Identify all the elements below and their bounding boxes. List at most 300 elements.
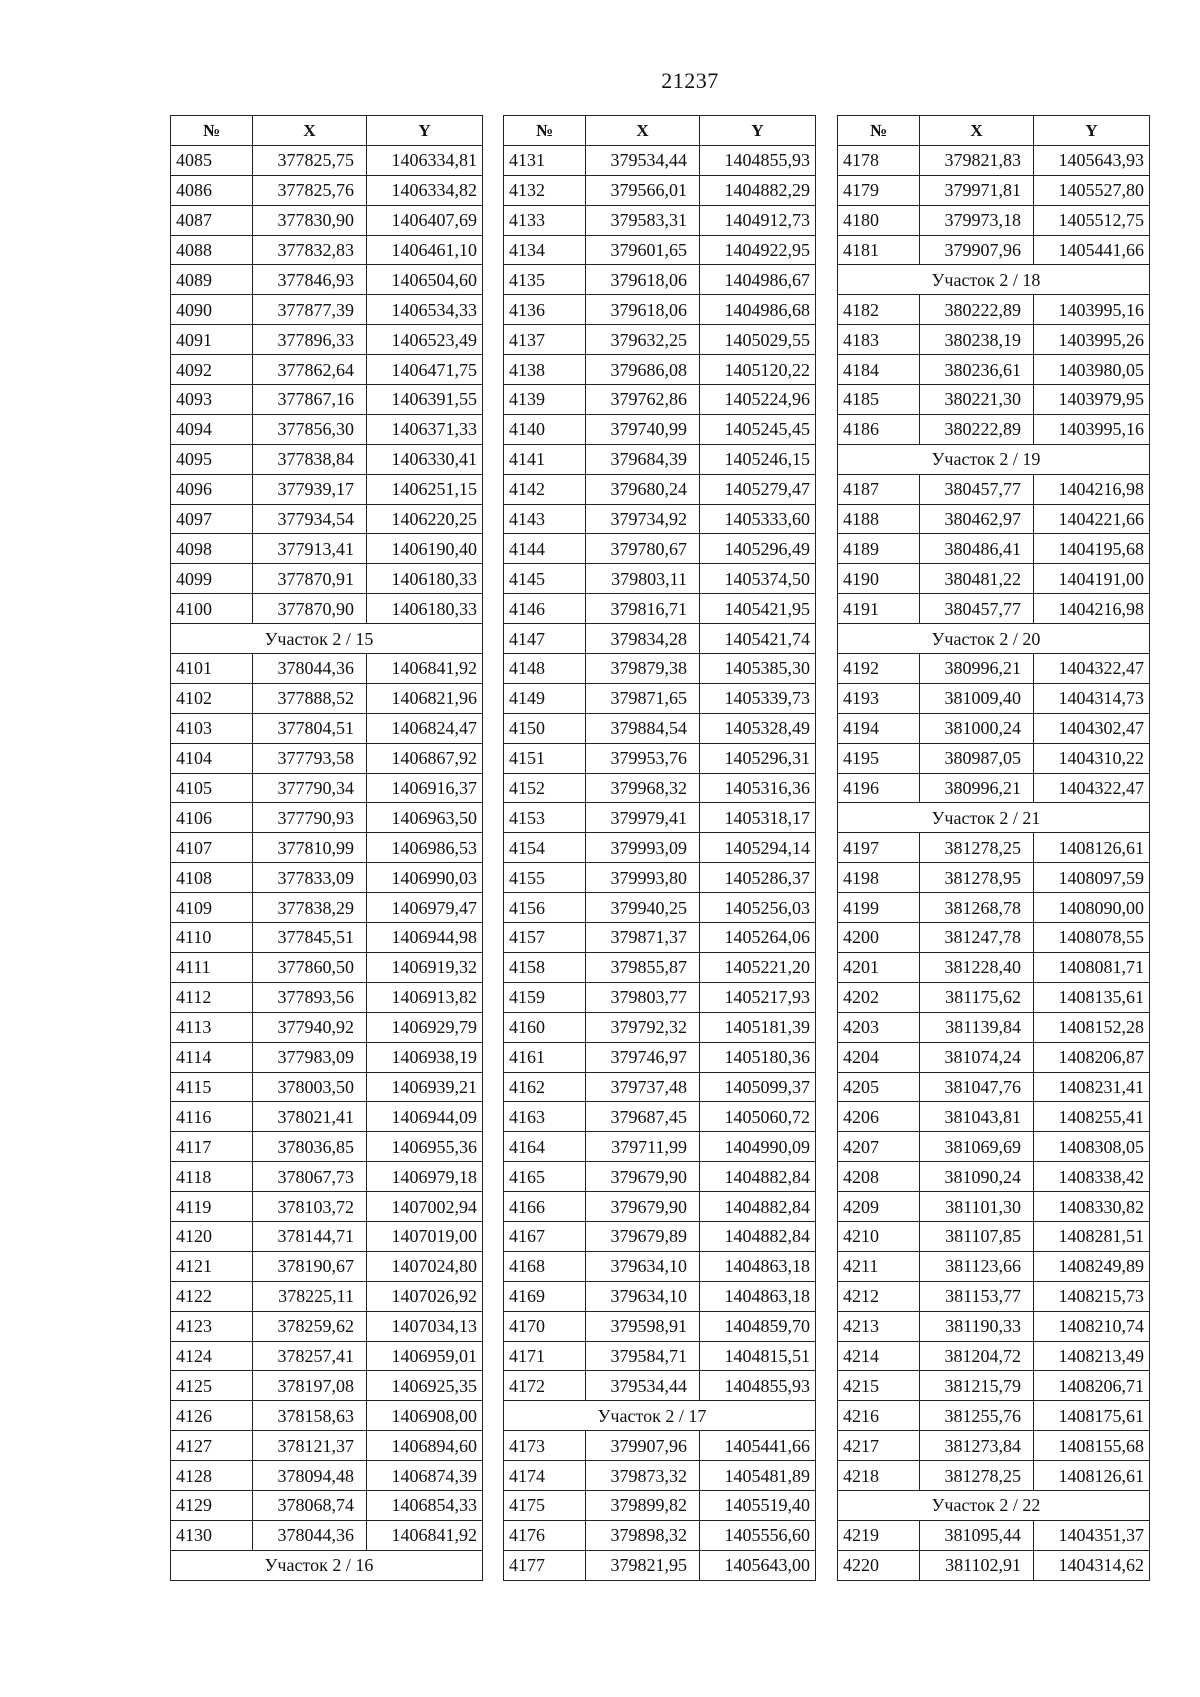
y-coordinate: 1404221,66	[1034, 504, 1150, 534]
y-coordinate: 1404195,68	[1034, 534, 1150, 564]
y-coordinate: 1406504,60	[367, 265, 483, 295]
point-number: 4166	[504, 1192, 586, 1222]
point-number: 4212	[838, 1281, 920, 1311]
y-coordinate: 1408215,73	[1034, 1281, 1150, 1311]
x-coordinate: 377860,50	[253, 952, 367, 982]
x-coordinate: 378036,85	[253, 1132, 367, 1162]
point-number: 4094	[171, 414, 253, 444]
table-row	[838, 654, 1150, 684]
point-number: 4086	[171, 175, 253, 205]
x-coordinate: 379907,96	[920, 235, 1034, 265]
point-number: 4131	[504, 145, 586, 175]
point-number: 4155	[504, 863, 586, 893]
table-row	[504, 205, 816, 235]
x-coordinate: 379634,10	[586, 1281, 700, 1311]
y-coordinate: 1403995,16	[1034, 414, 1150, 444]
point-number: 4122	[171, 1281, 253, 1311]
y-coordinate: 1406841,92	[367, 654, 483, 684]
point-number: 4202	[838, 982, 920, 1012]
point-number: 4204	[838, 1042, 920, 1072]
x-coordinate: 377810,99	[253, 833, 367, 863]
y-coordinate: 1406944,09	[367, 1102, 483, 1132]
point-number: 4164	[504, 1132, 586, 1162]
y-coordinate: 1406925,35	[367, 1371, 483, 1401]
y-coordinate: 1406919,32	[367, 952, 483, 982]
point-number: 4209	[838, 1192, 920, 1222]
x-coordinate: 377934,54	[253, 504, 367, 534]
table-row	[504, 385, 816, 415]
x-coordinate: 379879,38	[586, 654, 700, 684]
table-row	[838, 1401, 1150, 1431]
point-number: 4091	[171, 325, 253, 355]
y-coordinate: 1408175,61	[1034, 1401, 1150, 1431]
point-number: 4173	[504, 1431, 586, 1461]
table-row	[504, 474, 816, 504]
table-row	[171, 833, 483, 863]
x-coordinate: 381190,33	[920, 1311, 1034, 1341]
x-coordinate: 377893,56	[253, 982, 367, 1012]
x-coordinate: 381153,77	[920, 1281, 1034, 1311]
y-coordinate: 1406371,33	[367, 414, 483, 444]
y-coordinate: 1406824,47	[367, 713, 483, 743]
table-row	[171, 1162, 483, 1192]
table-row	[504, 1341, 816, 1371]
table-row	[504, 803, 816, 833]
y-coordinate: 1408281,51	[1034, 1221, 1150, 1251]
x-coordinate: 377833,09	[253, 863, 367, 893]
point-number: 4171	[504, 1341, 586, 1371]
x-coordinate: 379898,32	[586, 1520, 700, 1550]
coordinates-table-1	[170, 115, 483, 1581]
point-number: 4184	[838, 355, 920, 385]
table-row	[838, 1550, 1150, 1580]
point-number: 4139	[504, 385, 586, 415]
table-row	[171, 534, 483, 564]
y-coordinate: 1405217,93	[700, 982, 816, 1012]
y-coordinate: 1404863,18	[700, 1251, 816, 1281]
table-row	[171, 1102, 483, 1132]
x-coordinate: 377940,92	[253, 1012, 367, 1042]
x-coordinate: 379584,71	[586, 1341, 700, 1371]
table-row	[838, 1371, 1150, 1401]
x-coordinate: 379971,81	[920, 175, 1034, 205]
point-number: 4101	[171, 654, 253, 684]
table-row	[171, 1072, 483, 1102]
table-row	[838, 1281, 1150, 1311]
table-row	[171, 1401, 483, 1431]
point-number: 4178	[838, 145, 920, 175]
x-coordinate: 381101,30	[920, 1192, 1034, 1222]
y-coordinate: 1408126,61	[1034, 1461, 1150, 1491]
x-coordinate: 378044,36	[253, 1520, 367, 1550]
point-number: 4199	[838, 893, 920, 923]
y-coordinate: 1404314,73	[1034, 683, 1150, 713]
y-coordinate: 1404922,95	[700, 235, 816, 265]
point-number: 4191	[838, 594, 920, 624]
x-coordinate: 377877,39	[253, 295, 367, 325]
point-number: 4127	[171, 1431, 253, 1461]
table-row	[504, 1162, 816, 1192]
y-coordinate: 1408155,68	[1034, 1431, 1150, 1461]
table-row	[171, 1042, 483, 1072]
y-coordinate: 1406180,33	[367, 594, 483, 624]
x-coordinate: 379803,77	[586, 982, 700, 1012]
x-coordinate: 378021,41	[253, 1102, 367, 1132]
point-number: 4143	[504, 504, 586, 534]
x-coordinate: 377983,09	[253, 1042, 367, 1072]
y-coordinate: 1405385,30	[700, 654, 816, 684]
x-coordinate: 379740,99	[586, 414, 700, 444]
y-coordinate: 1406461,10	[367, 235, 483, 265]
table-row	[171, 863, 483, 893]
table-row	[838, 1520, 1150, 1550]
y-coordinate: 1405256,03	[700, 893, 816, 923]
table-row	[171, 683, 483, 713]
header-number: №	[838, 116, 920, 146]
point-number: 4103	[171, 713, 253, 743]
point-number: 4113	[171, 1012, 253, 1042]
y-coordinate: 1406391,55	[367, 385, 483, 415]
section-row	[171, 1550, 483, 1580]
x-coordinate: 379968,32	[586, 773, 700, 803]
x-coordinate: 379884,54	[586, 713, 700, 743]
table-row	[838, 235, 1150, 265]
y-coordinate: 1405224,96	[700, 385, 816, 415]
section-title: Участок 2 / 15	[171, 624, 483, 654]
table-row	[838, 773, 1150, 803]
y-coordinate: 1406986,53	[367, 833, 483, 863]
point-number: 4133	[504, 205, 586, 235]
table-row	[838, 325, 1150, 355]
point-number: 4189	[838, 534, 920, 564]
y-coordinate: 1407019,00	[367, 1221, 483, 1251]
table-row	[838, 474, 1150, 504]
x-coordinate: 377832,83	[253, 235, 367, 265]
point-number: 4110	[171, 923, 253, 953]
x-coordinate: 379566,01	[586, 175, 700, 205]
point-number: 4192	[838, 654, 920, 684]
section-row	[838, 444, 1150, 474]
y-coordinate: 1406334,81	[367, 145, 483, 175]
y-coordinate: 1405441,66	[1034, 235, 1150, 265]
x-coordinate: 380222,89	[920, 295, 1034, 325]
x-coordinate: 379953,76	[586, 743, 700, 773]
point-number: 4102	[171, 683, 253, 713]
point-number: 4197	[838, 833, 920, 863]
y-coordinate: 1404815,51	[700, 1341, 816, 1371]
table-row	[171, 952, 483, 982]
y-coordinate: 1406874,39	[367, 1461, 483, 1491]
table-row	[171, 594, 483, 624]
y-coordinate: 1404912,73	[700, 205, 816, 235]
point-number: 4138	[504, 355, 586, 385]
y-coordinate: 1404855,93	[700, 1371, 816, 1401]
header-x: X	[586, 116, 700, 146]
point-number: 4150	[504, 713, 586, 743]
x-coordinate: 379598,91	[586, 1311, 700, 1341]
y-coordinate: 1404322,47	[1034, 773, 1150, 803]
x-coordinate: 381175,62	[920, 982, 1034, 1012]
header-y: Y	[367, 116, 483, 146]
x-coordinate: 377790,34	[253, 773, 367, 803]
x-coordinate: 379993,09	[586, 833, 700, 863]
table-row	[838, 1102, 1150, 1132]
table-row	[838, 1251, 1150, 1281]
x-coordinate: 377870,91	[253, 564, 367, 594]
x-coordinate: 377845,51	[253, 923, 367, 953]
point-number: 4162	[504, 1072, 586, 1102]
x-coordinate: 379993,80	[586, 863, 700, 893]
table-row	[838, 385, 1150, 415]
x-coordinate: 381278,95	[920, 863, 1034, 893]
y-coordinate: 1405643,93	[1034, 145, 1150, 175]
table-row	[171, 145, 483, 175]
y-coordinate: 1406979,47	[367, 893, 483, 923]
y-coordinate: 1406334,82	[367, 175, 483, 205]
table-row	[838, 175, 1150, 205]
y-coordinate: 1405246,15	[700, 444, 816, 474]
x-coordinate: 378067,73	[253, 1162, 367, 1192]
x-coordinate: 381102,91	[920, 1550, 1034, 1580]
x-coordinate: 379821,83	[920, 145, 1034, 175]
y-coordinate: 1406963,50	[367, 803, 483, 833]
x-coordinate: 379734,92	[586, 504, 700, 534]
x-coordinate: 379746,97	[586, 1042, 700, 1072]
x-coordinate: 379973,18	[920, 205, 1034, 235]
x-coordinate: 381069,69	[920, 1132, 1034, 1162]
header-number: №	[504, 116, 586, 146]
table-row	[171, 295, 483, 325]
y-coordinate: 1405374,50	[700, 564, 816, 594]
point-number: 4187	[838, 474, 920, 504]
x-coordinate: 379834,28	[586, 624, 700, 654]
point-number: 4104	[171, 743, 253, 773]
y-coordinate: 1408135,61	[1034, 982, 1150, 1012]
section-title: Участок 2 / 22	[838, 1490, 1150, 1520]
x-coordinate: 377804,51	[253, 713, 367, 743]
point-number: 4151	[504, 743, 586, 773]
point-number: 4179	[838, 175, 920, 205]
point-number: 4165	[504, 1162, 586, 1192]
y-coordinate: 1404863,18	[700, 1281, 816, 1311]
x-coordinate: 380481,22	[920, 564, 1034, 594]
table-row	[838, 504, 1150, 534]
table-row	[171, 175, 483, 205]
x-coordinate: 379618,06	[586, 295, 700, 325]
point-number: 4152	[504, 773, 586, 803]
table-row	[171, 982, 483, 1012]
table-row	[504, 952, 816, 982]
section-row	[838, 265, 1150, 295]
table-row	[838, 1431, 1150, 1461]
table-row	[504, 982, 816, 1012]
x-coordinate: 378103,72	[253, 1192, 367, 1222]
point-number: 4116	[171, 1102, 253, 1132]
header-x: X	[920, 116, 1034, 146]
y-coordinate: 1406894,60	[367, 1431, 483, 1461]
table-row	[838, 952, 1150, 982]
x-coordinate: 378044,36	[253, 654, 367, 684]
y-coordinate: 1406190,40	[367, 534, 483, 564]
y-coordinate: 1408338,42	[1034, 1162, 1150, 1192]
section-row	[838, 803, 1150, 833]
y-coordinate: 1405333,60	[700, 504, 816, 534]
table-row	[838, 1461, 1150, 1491]
point-number: 4193	[838, 683, 920, 713]
point-number: 4134	[504, 235, 586, 265]
table-row	[504, 1461, 816, 1491]
table-row	[838, 683, 1150, 713]
y-coordinate: 1404191,00	[1034, 564, 1150, 594]
x-coordinate: 381107,85	[920, 1221, 1034, 1251]
x-coordinate: 381204,72	[920, 1341, 1034, 1371]
table-row	[838, 1341, 1150, 1371]
section-row	[504, 1401, 816, 1431]
table-row	[171, 1371, 483, 1401]
point-number: 4158	[504, 952, 586, 982]
point-number: 4219	[838, 1520, 920, 1550]
point-number: 4181	[838, 235, 920, 265]
table-row	[838, 205, 1150, 235]
x-coordinate: 381139,84	[920, 1012, 1034, 1042]
x-coordinate: 379792,32	[586, 1012, 700, 1042]
x-coordinate: 379684,39	[586, 444, 700, 474]
table-row	[171, 1341, 483, 1371]
x-coordinate: 379762,86	[586, 385, 700, 415]
y-coordinate: 1404859,70	[700, 1311, 816, 1341]
x-coordinate: 377825,75	[253, 145, 367, 175]
point-number: 4090	[171, 295, 253, 325]
table-row	[504, 1550, 816, 1580]
table-row	[171, 564, 483, 594]
point-number: 4217	[838, 1431, 920, 1461]
table-row	[838, 1132, 1150, 1162]
table-row	[171, 325, 483, 355]
x-coordinate: 379534,44	[586, 1371, 700, 1401]
table-row	[171, 1192, 483, 1222]
table-row	[504, 1371, 816, 1401]
x-coordinate: 381278,25	[920, 1461, 1034, 1491]
point-number: 4194	[838, 713, 920, 743]
table-row	[504, 1192, 816, 1222]
table-row	[504, 1012, 816, 1042]
x-coordinate: 381074,24	[920, 1042, 1034, 1072]
table-row	[171, 265, 483, 295]
table-row	[838, 893, 1150, 923]
table-row	[171, 743, 483, 773]
y-coordinate: 1404351,37	[1034, 1520, 1150, 1550]
y-coordinate: 1408249,89	[1034, 1251, 1150, 1281]
y-coordinate: 1404986,68	[700, 295, 816, 325]
x-coordinate: 377888,52	[253, 683, 367, 713]
table-row	[171, 1221, 483, 1251]
y-coordinate: 1408255,41	[1034, 1102, 1150, 1132]
x-coordinate: 379803,11	[586, 564, 700, 594]
y-coordinate: 1406523,49	[367, 325, 483, 355]
y-coordinate: 1406534,33	[367, 295, 483, 325]
table-row	[838, 145, 1150, 175]
x-coordinate: 379679,89	[586, 1221, 700, 1251]
point-number: 4140	[504, 414, 586, 444]
y-coordinate: 1406867,92	[367, 743, 483, 773]
point-number: 4088	[171, 235, 253, 265]
x-coordinate: 379634,10	[586, 1251, 700, 1281]
x-coordinate: 379979,41	[586, 803, 700, 833]
x-coordinate: 379679,90	[586, 1162, 700, 1192]
point-number: 4118	[171, 1162, 253, 1192]
x-coordinate: 381043,81	[920, 1102, 1034, 1132]
section-row	[838, 624, 1150, 654]
table-row	[504, 1102, 816, 1132]
point-number: 4183	[838, 325, 920, 355]
x-coordinate: 379632,25	[586, 325, 700, 355]
table-row	[504, 683, 816, 713]
table-row	[504, 175, 816, 205]
y-coordinate: 1404882,84	[700, 1192, 816, 1222]
point-number: 4145	[504, 564, 586, 594]
x-coordinate: 379855,87	[586, 952, 700, 982]
y-coordinate: 1406821,96	[367, 683, 483, 713]
point-number: 4174	[504, 1461, 586, 1491]
table-row	[838, 355, 1150, 385]
point-number: 4148	[504, 654, 586, 684]
y-coordinate: 1406916,37	[367, 773, 483, 803]
x-coordinate: 378094,48	[253, 1461, 367, 1491]
y-coordinate: 1408206,87	[1034, 1042, 1150, 1072]
x-coordinate: 381000,24	[920, 713, 1034, 743]
y-coordinate: 1408231,41	[1034, 1072, 1150, 1102]
x-coordinate: 379940,25	[586, 893, 700, 923]
point-number: 4177	[504, 1550, 586, 1580]
point-number: 4121	[171, 1251, 253, 1281]
header-x: X	[253, 116, 367, 146]
y-coordinate: 1406220,25	[367, 504, 483, 534]
table-row	[504, 295, 816, 325]
point-number: 4200	[838, 923, 920, 953]
point-number: 4210	[838, 1221, 920, 1251]
point-number: 4172	[504, 1371, 586, 1401]
x-coordinate: 379737,48	[586, 1072, 700, 1102]
x-coordinate: 378225,11	[253, 1281, 367, 1311]
point-number: 4120	[171, 1221, 253, 1251]
header-number: №	[171, 116, 253, 146]
point-number: 4087	[171, 205, 253, 235]
y-coordinate: 1408210,74	[1034, 1311, 1150, 1341]
table-row	[504, 1281, 816, 1311]
y-coordinate: 1404216,98	[1034, 594, 1150, 624]
table-row	[838, 1042, 1150, 1072]
table-header-row	[171, 116, 483, 146]
x-coordinate: 377870,90	[253, 594, 367, 624]
y-coordinate: 1404882,84	[700, 1162, 816, 1192]
y-coordinate: 1405339,73	[700, 683, 816, 713]
table-row	[171, 713, 483, 743]
x-coordinate: 381095,44	[920, 1520, 1034, 1550]
table-row	[504, 235, 816, 265]
x-coordinate: 381215,79	[920, 1371, 1034, 1401]
point-number: 4203	[838, 1012, 920, 1042]
x-coordinate: 379816,71	[586, 594, 700, 624]
y-coordinate: 1406944,98	[367, 923, 483, 953]
x-coordinate: 378121,37	[253, 1431, 367, 1461]
y-coordinate: 1404986,67	[700, 265, 816, 295]
table-row	[171, 1490, 483, 1520]
coordinates-table-2	[503, 115, 816, 1581]
x-coordinate: 379780,67	[586, 534, 700, 564]
x-coordinate: 381123,66	[920, 1251, 1034, 1281]
table-row	[171, 1520, 483, 1550]
x-coordinate: 381247,78	[920, 923, 1034, 953]
